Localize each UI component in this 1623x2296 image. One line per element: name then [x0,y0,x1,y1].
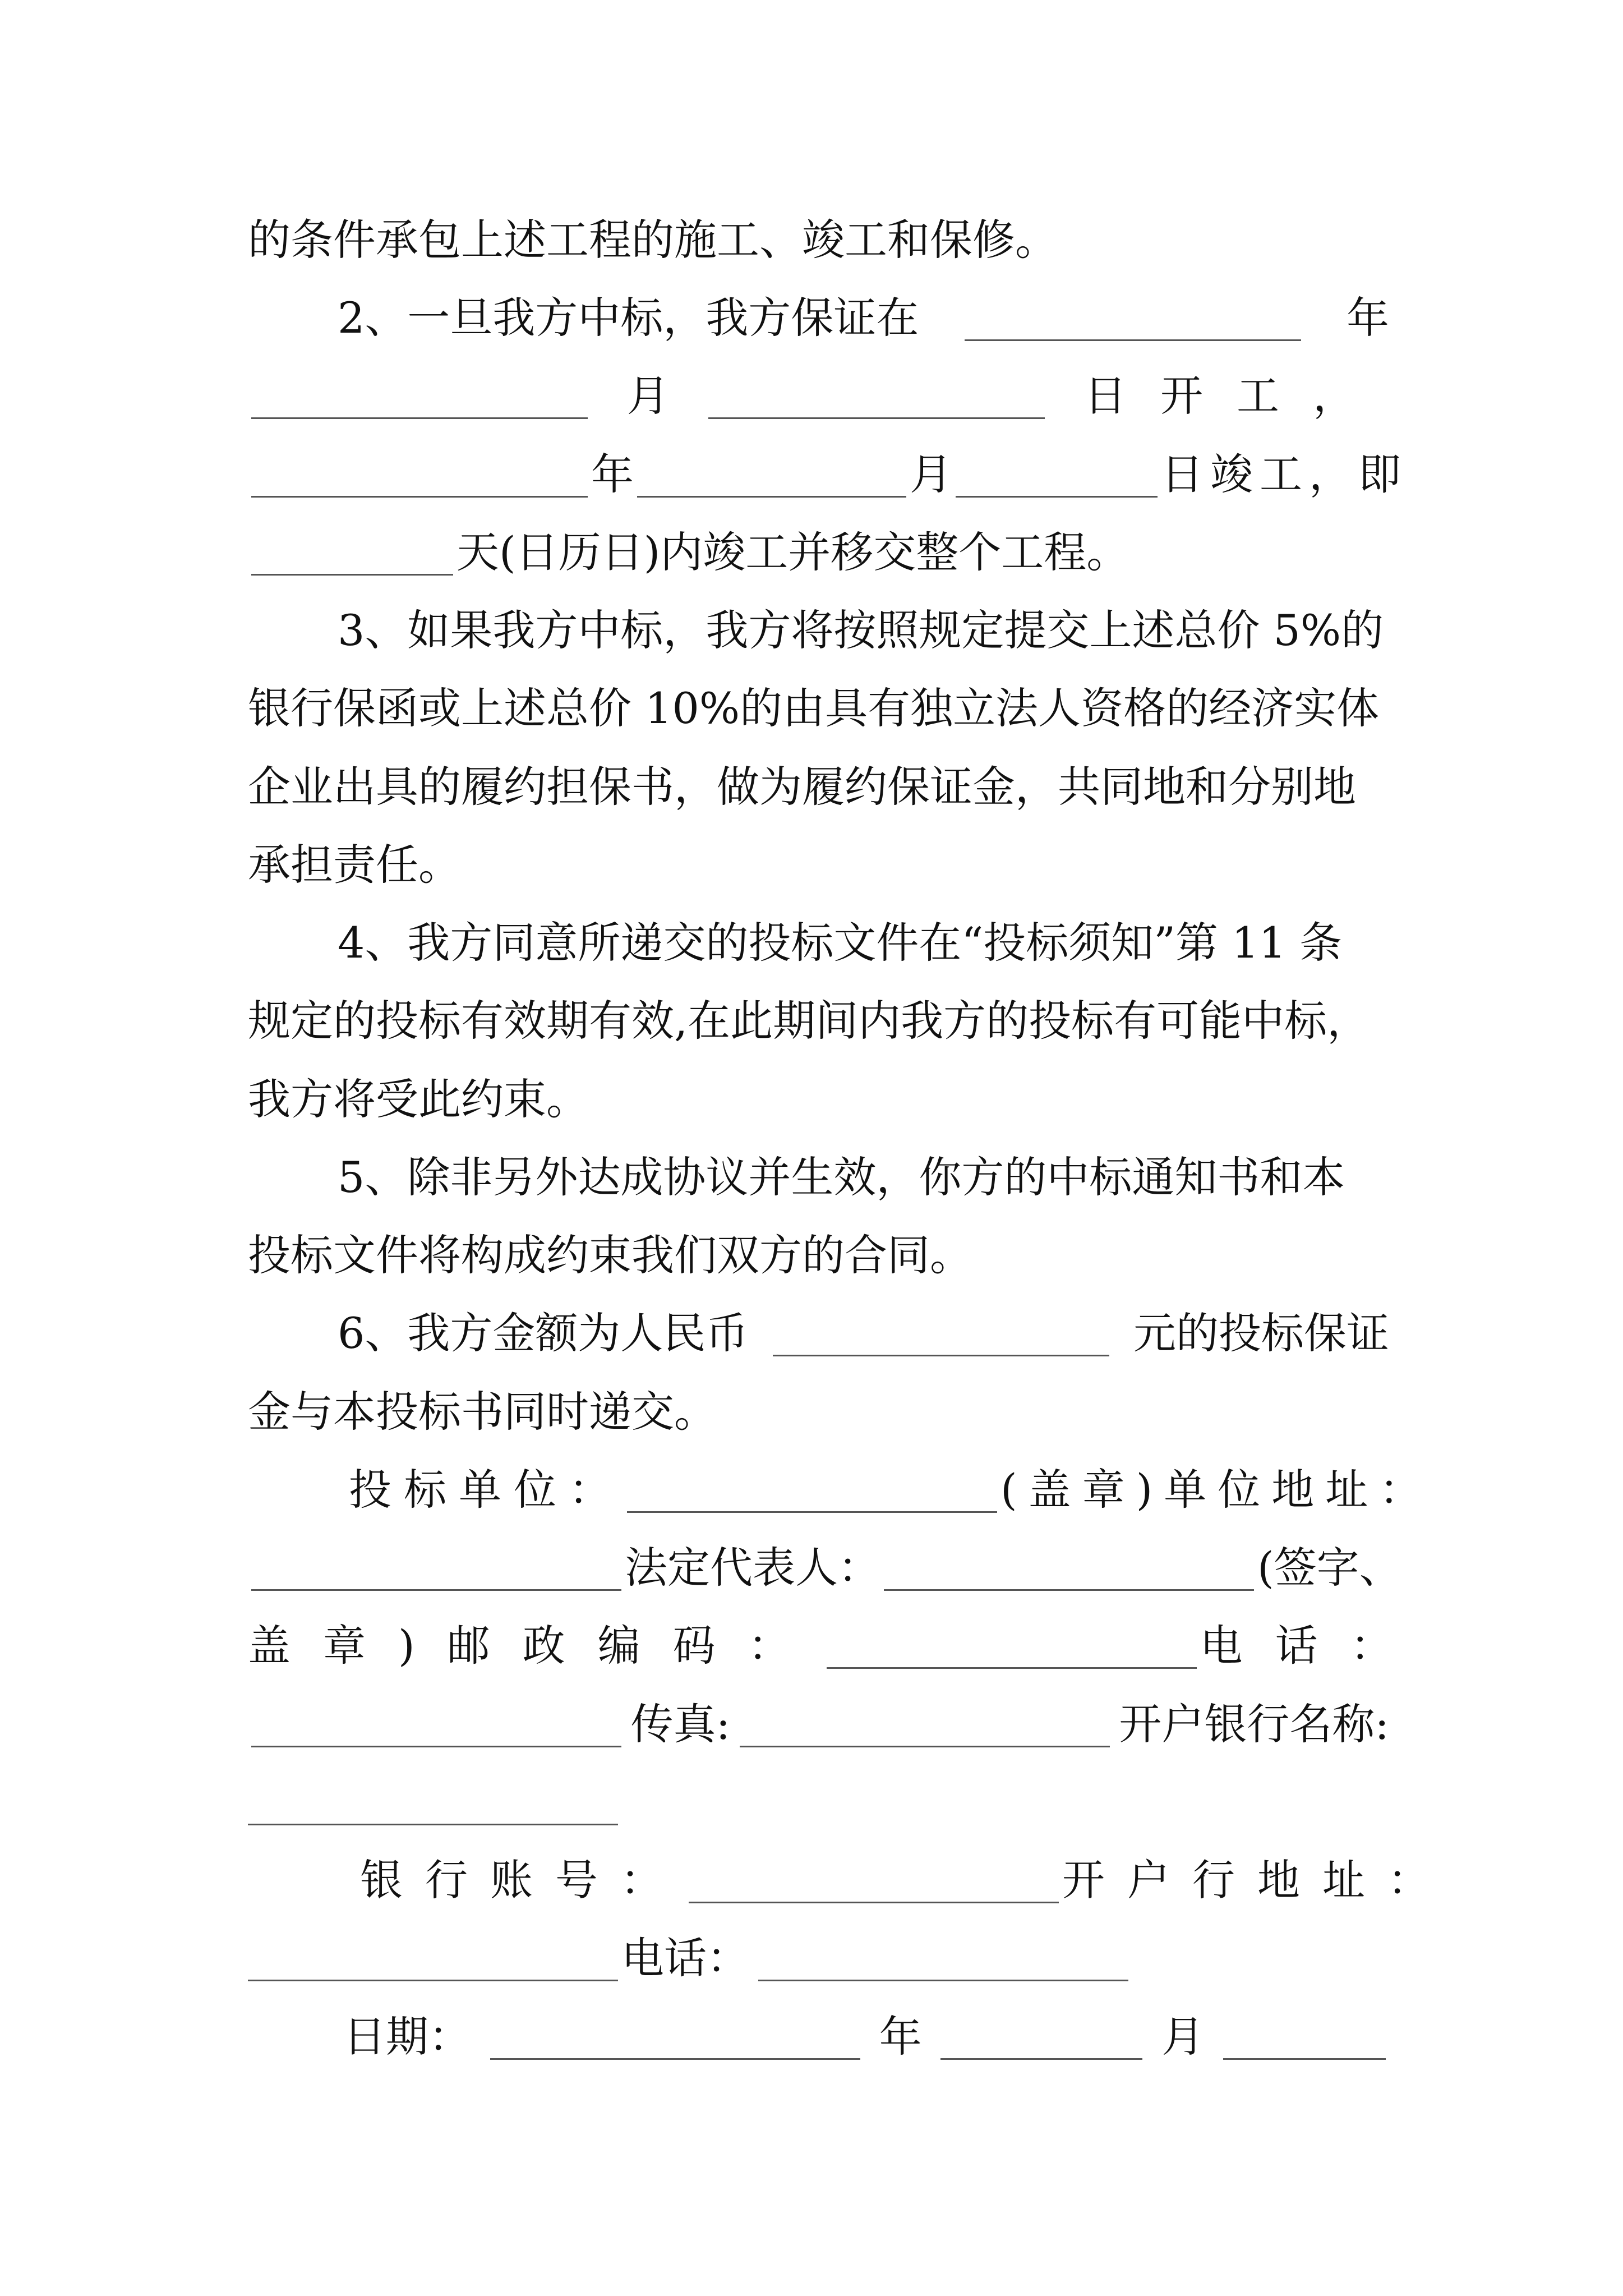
fax-label: 传真: [630,1699,731,1749]
blank-field[interactable] [965,296,1301,341]
paragraph-3-line-4 [248,826,1389,904]
paragraph-5-line-2 [248,1216,1389,1295]
text: 2、一旦我方中标，我方保证在 [338,293,919,343]
text: 年 [1346,293,1389,343]
paragraph-4-line-3 [248,1060,1389,1139]
text: 6、我方金额为人民币 [338,1308,749,1358]
paragraph-5-line-1 [248,1138,1389,1217]
phone-field[interactable] [251,1702,621,1747]
signature-line-1 [248,1451,1433,1529]
phone-label: 电话： [1200,1621,1426,1671]
text: 4、我方同意所递交的投标文件在“投标须知”第 11 条 [338,918,1343,968]
account-label: 银行账号： [360,1855,685,1905]
bidder-label: 投标单位： [349,1465,624,1515]
text: 日开工， [1083,371,1389,421]
text: 元的投标保证 [1133,1308,1389,1358]
text: 金与本投标书同时递交。 [248,1387,717,1437]
blank-field[interactable] [251,452,588,498]
paragraph-4-line-2 [248,982,1389,1060]
sign-label: (签字、 [1257,1543,1402,1593]
text: 天(日历日)内竣工并移交整个工程。 [457,527,1129,577]
text: 年 [591,449,634,499]
signature-line-3 [248,1607,1426,1685]
bank-name-label: 开户银行名称: [1119,1699,1389,1749]
address-label: (盖章)单位地址： [1000,1465,1433,1515]
paragraph-2-line-3 [248,435,1408,514]
text: 投标文件将构成约束我们双方的合同。 [248,1230,972,1280]
account-field[interactable] [689,1858,1059,1903]
text: 月 [626,371,670,421]
signature-line-4 [248,1685,1389,1764]
text: 的条件承包上述工程的施工、竣工和保修。 [248,215,1058,265]
bank-name-field[interactable] [248,1780,618,1825]
signature-line-5 [248,1763,1389,1842]
paragraph-4-line-1 [248,904,1389,982]
signature-line-7 [248,1919,1389,1998]
bank-address-label: 开户行地址： [1062,1855,1453,1905]
signature-line-6 [248,1841,1453,1920]
paragraph-3-line-3 [248,748,1389,826]
paragraph-2-line-4 [248,513,1389,592]
blank-field[interactable] [251,374,588,419]
text: 我方将受此约束。 [248,1074,589,1124]
paragraph-2-line-2 [248,357,1389,435]
text: 承担责任。 [248,840,461,890]
blank-field[interactable] [773,1311,1109,1356]
date-day-field[interactable] [1223,2014,1386,2060]
paragraph-6-line-1 [248,1294,1389,1373]
paragraph-2-line-1 [248,279,1389,357]
bidder-field[interactable] [627,1467,997,1513]
phone2-label: 电话： [621,1933,749,1983]
text: 3、如果我方中标，我方将按照规定提交上述总价 5%的 [338,605,1384,655]
bank-address-field[interactable] [248,1936,618,1981]
signature-line-2 [248,1529,1402,1607]
postcode-label: 盖章)邮政编码： [248,1621,823,1671]
paragraph-1-tail [248,201,1389,279]
text: 月 [910,449,952,499]
text: 企业出具的履约担保书，做为履约保证金，共同地和分别地 [248,762,1356,812]
date-label: 日期： [343,2012,471,2062]
blank-field[interactable] [956,452,1158,498]
text: 5、除非另外达成协议并生效，你方的中标通知书和本 [338,1152,1345,1202]
text: 日竣工，即 [1161,449,1408,499]
blank-field[interactable] [251,530,453,576]
blank-field[interactable] [708,374,1045,419]
paragraph-3-line-1 [248,591,1389,670]
postcode-field[interactable] [827,1623,1197,1669]
paragraph-6-line-2 [248,1373,1389,1451]
date-year-label: 年 [879,2012,922,2062]
address-field[interactable] [251,1545,621,1591]
blank-field[interactable] [637,452,906,498]
signature-line-8 [248,1998,1389,2076]
date-year-field[interactable] [490,2014,860,2060]
fax-field[interactable] [740,1702,1110,1747]
legal-rep-label: 法定代表人： [625,1543,880,1593]
paragraph-3-line-2 [248,669,1389,748]
date-month-field[interactable] [940,2014,1142,2060]
legal-rep-field[interactable] [884,1545,1254,1591]
text: 规定的投标有效期有效,在此期间内我方的投标有可能中标， [248,996,1370,1046]
date-month-label: 月 [1161,2012,1205,2062]
phone2-field[interactable] [758,1936,1128,1981]
text: 银行保函或上述总价 10%的由具有独立法人资格的经济实体 [248,683,1380,733]
